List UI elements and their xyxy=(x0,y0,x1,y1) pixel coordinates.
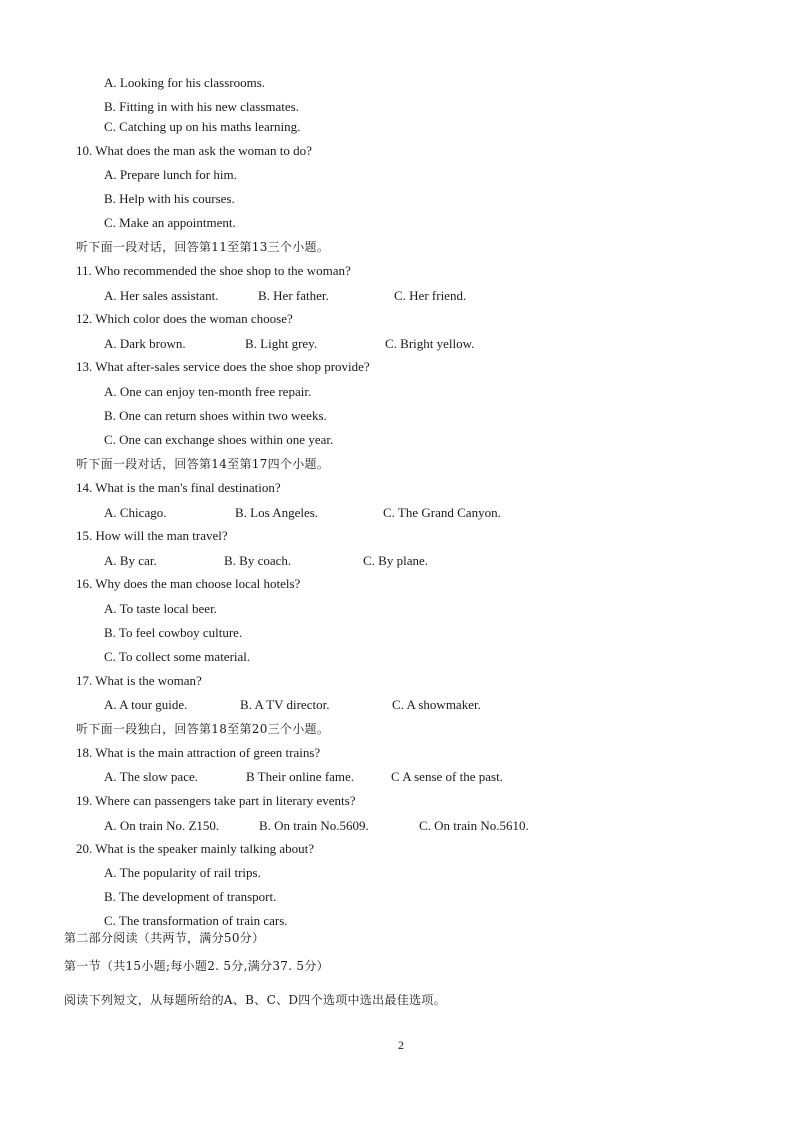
option-line: B. Help with his courses. xyxy=(104,191,235,206)
option-line: B. The development of transport. xyxy=(104,889,277,904)
option: A. Chicago. xyxy=(104,505,167,520)
option: A. Dark brown. xyxy=(104,336,186,351)
option: B. A TV director. xyxy=(240,697,330,712)
question-14: 14. What is the man's final destination? xyxy=(76,480,281,495)
question-17: 17. What is the woman? xyxy=(76,673,202,688)
option-line: A. The popularity of rail trips. xyxy=(104,865,261,880)
option: C. Her friend. xyxy=(394,288,467,303)
question-10: 10. What does the man ask the woman to do? xyxy=(76,143,312,158)
section-heading: 第一节（共15小题;每小题2. 5分,满分37. 5分） xyxy=(64,959,329,973)
question-12: 12. Which color does the woman choose? xyxy=(76,311,293,326)
option: B. Her father. xyxy=(258,288,329,303)
option: A. A tour guide. xyxy=(104,697,188,712)
question-15: 15. How will the man travel? xyxy=(76,528,228,543)
question-20: 20. What is the speaker mainly talking about? xyxy=(76,841,315,856)
option-line: B. To feel cowboy culture. xyxy=(104,625,243,640)
option: A. The slow pace. xyxy=(104,769,198,784)
option-line: B. One can return shoes within two weeks. xyxy=(104,408,327,423)
option-line: A. Prepare lunch for him. xyxy=(104,167,237,182)
option: C A sense of the past. xyxy=(391,769,503,784)
option-line: C. The transformation of train cars. xyxy=(104,913,288,928)
question-19: 19. Where can passengers take part in literary events? xyxy=(76,793,356,808)
question-16: 16. Why does the man choose local hotels? xyxy=(76,576,301,591)
option: C. A showmaker. xyxy=(392,697,481,712)
question-18: 18. What is the main attraction of green trains? xyxy=(76,745,321,760)
option-line: C. Catching up on his maths learning. xyxy=(104,119,301,134)
section-instruction: 听下面一段独白，回答第18至第20三个小题。 xyxy=(76,722,330,736)
option-line: A. One can enjoy ten-month free repair. xyxy=(104,384,312,399)
option-line: A. To taste local beer. xyxy=(104,601,217,616)
option: B. By coach. xyxy=(224,553,292,568)
option: C. Bright yellow. xyxy=(385,336,475,351)
section-instruction: 听下面一段对话，回答第11至第13三个小题。 xyxy=(76,240,330,254)
option-line: C. Make an appointment. xyxy=(104,215,236,230)
option: A. By car. xyxy=(104,553,157,568)
option-line: C. One can exchange shoes within one year. xyxy=(104,432,334,447)
page-number: 2 xyxy=(398,1038,404,1052)
question-13: 13. What after-sales service does the shoe shop provide? xyxy=(76,359,370,374)
option: B. On train No.5609. xyxy=(259,818,369,833)
part-heading: 第二部分阅读（共两节，满分50分） xyxy=(64,931,265,945)
option: C. On train No.5610. xyxy=(419,818,529,833)
question-11: 11. Who recommended the shoe shop to the woman? xyxy=(76,263,351,278)
section-instruction: 听下面一段对话，回答第14至第17四个小题。 xyxy=(76,457,330,471)
reading-instruction: 阅读下列短文，从每题所给的A、B、C、D四个选项中选出最佳选项。 xyxy=(64,993,446,1007)
option: C. The Grand Canyon. xyxy=(383,505,501,520)
option: A. On train No. Z150. xyxy=(104,818,220,833)
option: B. Los Angeles. xyxy=(235,505,319,520)
option-line: A. Looking for his classrooms. xyxy=(104,75,266,90)
option-line: C. To collect some material. xyxy=(104,649,251,664)
option: C. By plane. xyxy=(363,553,428,568)
option: A. Her sales assistant. xyxy=(104,288,219,303)
option-line: B. Fitting in with his new classmates. xyxy=(104,99,299,114)
option: B. Light grey. xyxy=(245,336,318,351)
option: B Their online fame. xyxy=(246,769,355,784)
